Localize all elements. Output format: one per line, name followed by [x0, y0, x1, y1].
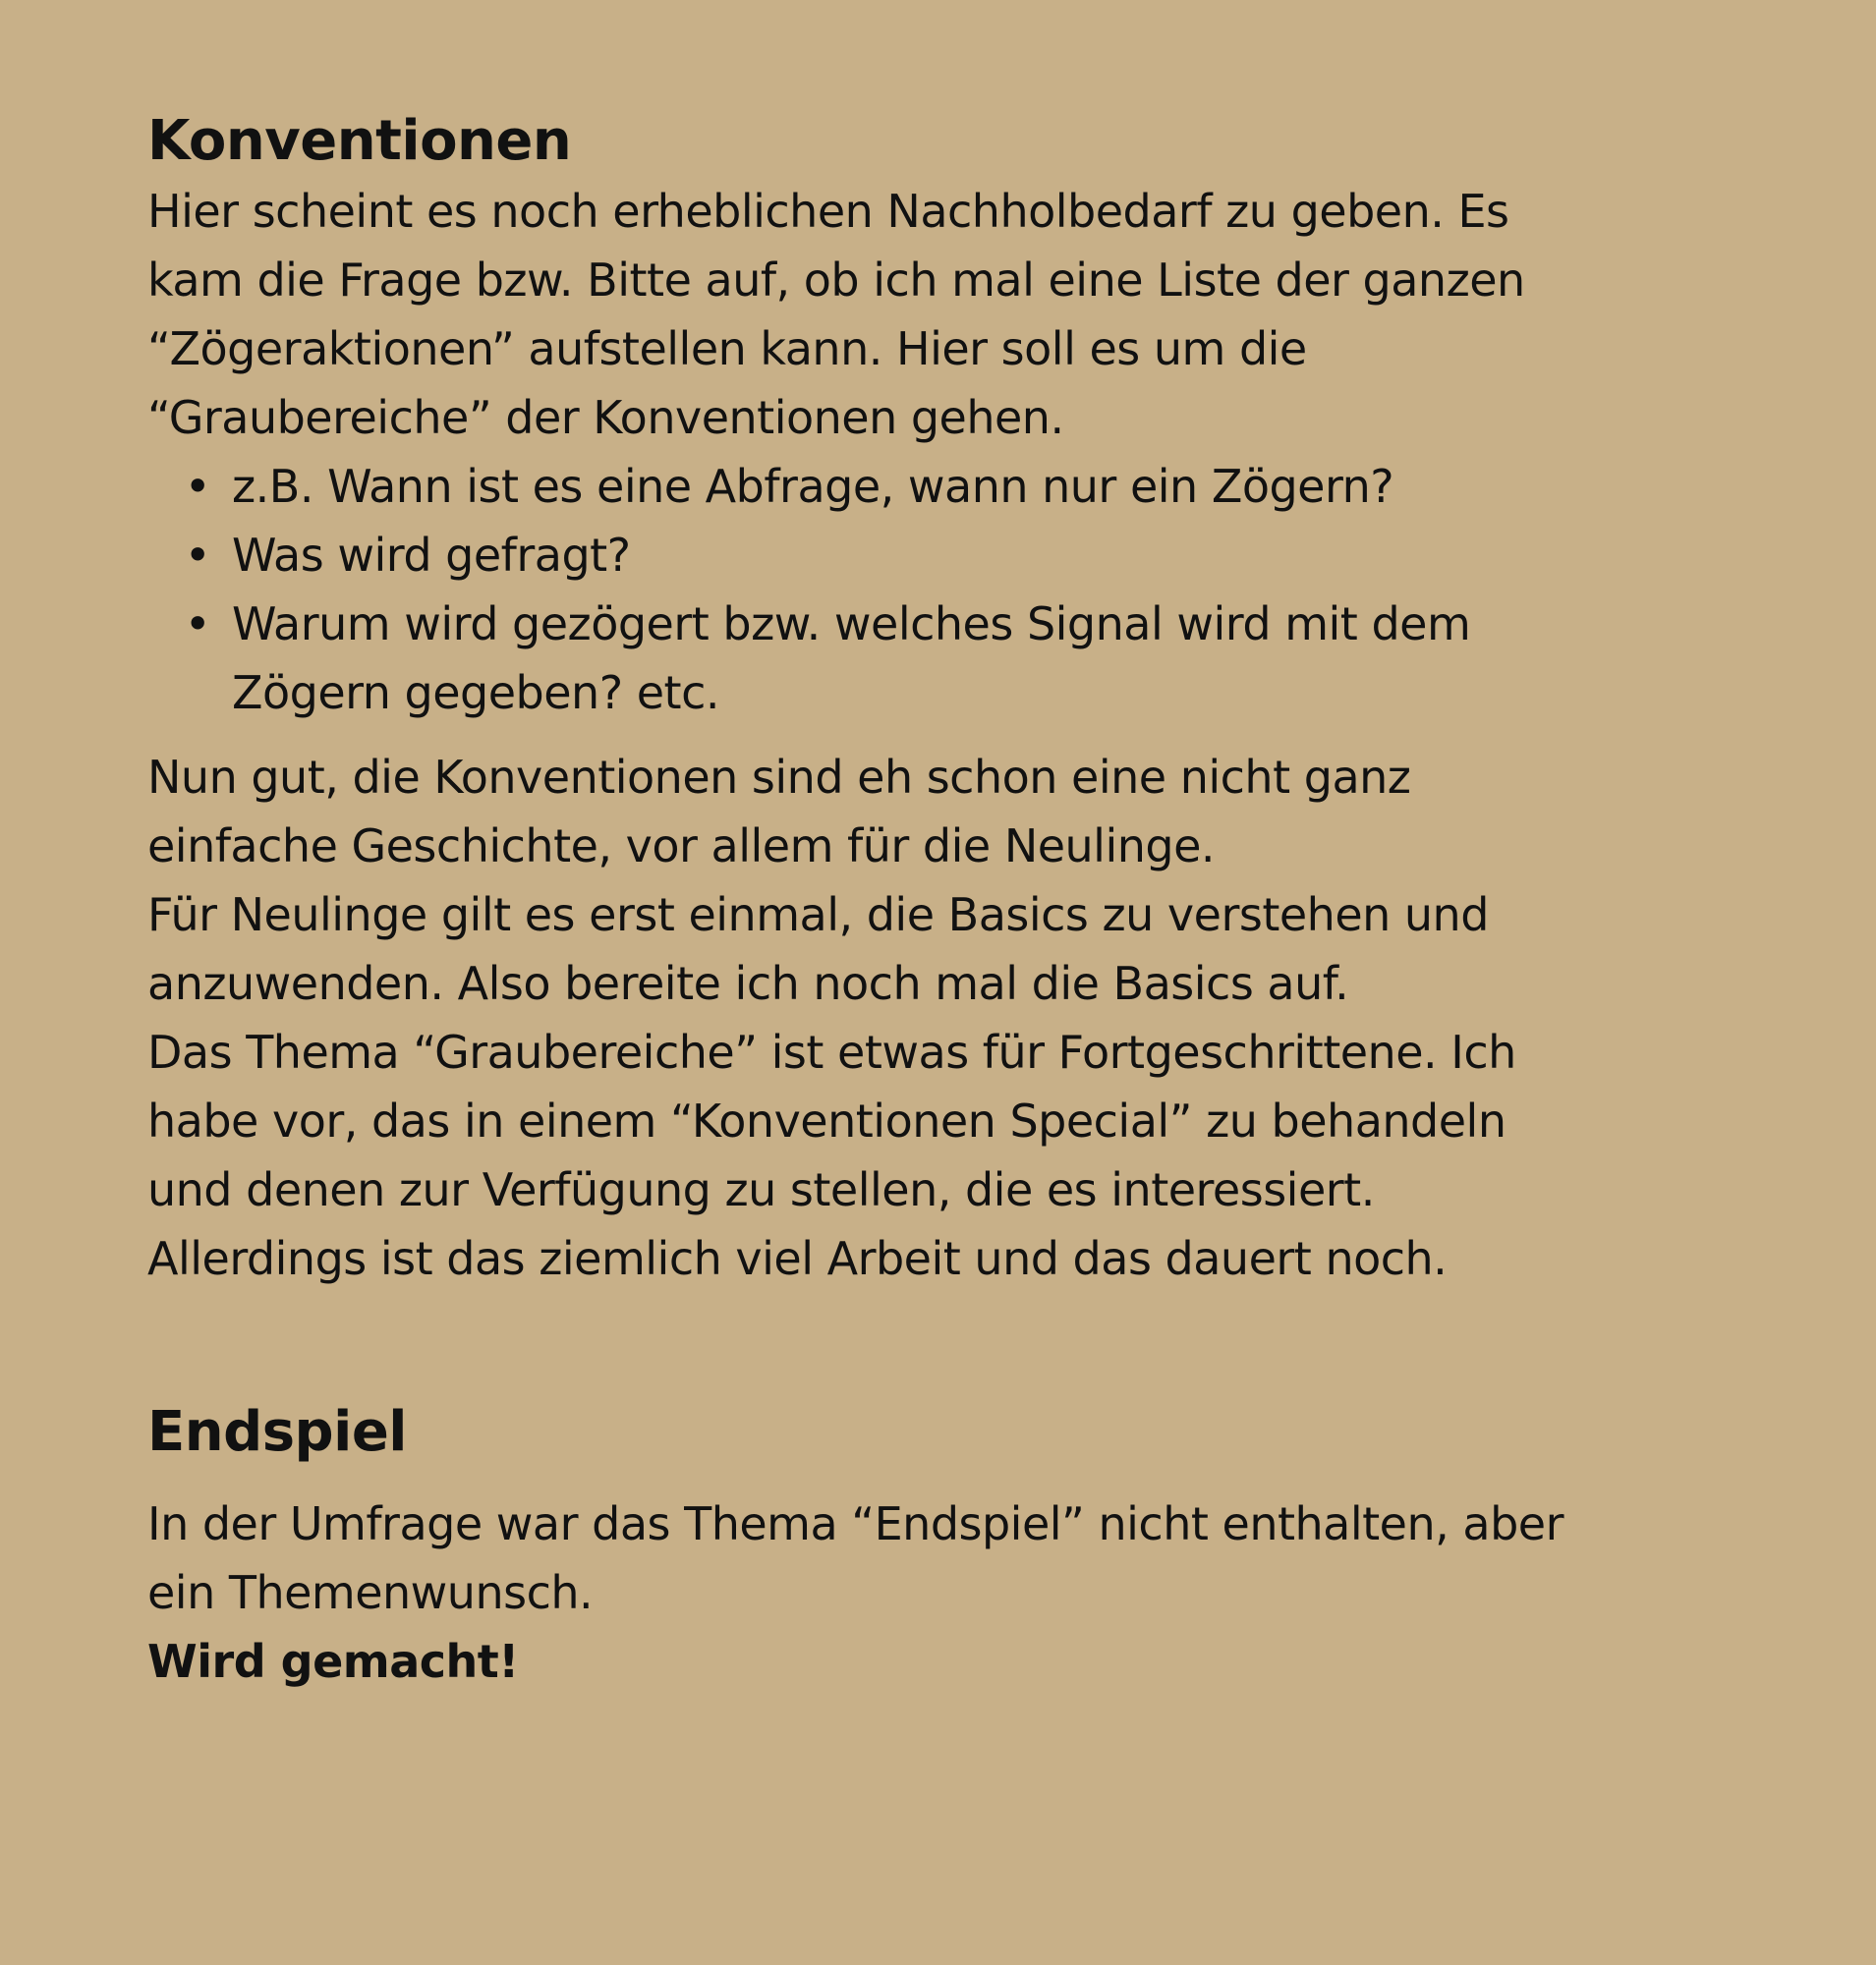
- spacer: [147, 1468, 1739, 1489]
- body-line: Allerdings ist das ziemlich viel Arbeit und das dauert noch.: [147, 1232, 1448, 1285]
- list-item: [184, 452, 1739, 521]
- body-line: Nun gut, die Konventionen sind eh schon eine nicht ganz: [147, 751, 1411, 804]
- list-item-text-continued: Zögern gegeben? etc.: [232, 666, 719, 719]
- bullet-icon: •: [184, 597, 211, 650]
- intro-line: kam die Frage bzw. Bitte auf, ob ich mal eine Liste der ganzen: [147, 253, 1525, 307]
- intro-line: “Graubereiche” der Konventionen gehen.: [147, 391, 1064, 444]
- list-item: [184, 521, 1739, 590]
- spacer: [147, 727, 1739, 743]
- heading-endspiel: Endspiel: [147, 1400, 407, 1464]
- bullet-icon: •: [184, 460, 211, 513]
- endspiel-closing: Wird gemacht!: [147, 1635, 519, 1688]
- bullet-icon: •: [184, 529, 211, 582]
- list-item-text: z.B. Wann ist es eine Abfrage, wann nur ein Zögern?: [232, 460, 1394, 513]
- body-line: anzuwenden. Also bereite ich noch mal die Basics auf.: [147, 957, 1349, 1010]
- body-line: einfache Geschichte, vor allem für die Neulinge.: [147, 819, 1216, 872]
- spacer: [147, 1293, 1739, 1397]
- body-line: Das Thema “Graubereiche” ist etwas für Fortgeschrittene. Ich: [147, 1026, 1516, 1079]
- body-line: Für Neulinge gilt es erst einmal, die Basics zu verstehen und: [147, 888, 1489, 941]
- bullet-list: [147, 452, 1739, 727]
- endspiel-line: In der Umfrage war das Thema “Endspiel” nicht enthalten, aber: [147, 1497, 1563, 1550]
- list-item-text: Warum wird gezögert bzw. welches Signal wird mit dem: [232, 597, 1471, 650]
- intro-line: “Zögeraktionen” aufstellen kann. Hier soll es um die: [147, 322, 1307, 375]
- intro-line: Hier scheint es noch erheblichen Nachholbedarf zu geben. Es: [147, 185, 1509, 238]
- body-line: habe vor, das in einem “Konventionen Special” zu behandeln: [147, 1095, 1506, 1148]
- body-line: und denen zur Verfügung zu stellen, die es interessiert.: [147, 1163, 1375, 1216]
- endspiel-line: ein Themenwunsch.: [147, 1566, 594, 1619]
- list-item: [184, 590, 1739, 727]
- content: [147, 106, 1739, 1696]
- heading-konventionen: Konventionen: [147, 109, 572, 173]
- list-item-text: Was wird gefragt?: [232, 529, 631, 582]
